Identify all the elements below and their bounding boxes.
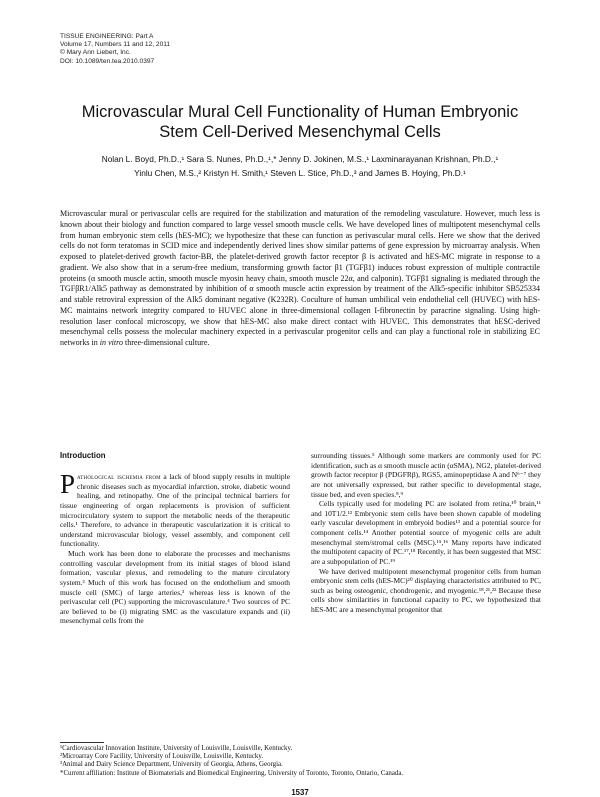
intro-p1-text: a lack of blood supply results in multiple chronic diseases such as myocardial infarction, stroke, diabetic wound healing, and retinopathy. One of the principal technical barriers for tissue engineering of organ replacements is provision of sufficient microcirculatory system to support the metabolic needs of the therapeutic cells.¹ Therefore, to advance in therapeutic vascularization it is critical to understand microvascular biology, vessel assembly, and component cell functionality.	[60, 472, 291, 549]
abstract-text-2: three-dimensional culture.	[122, 338, 210, 347]
title-line-2: Stem Cell-Derived Mesenchymal Cells	[159, 123, 441, 141]
journal-copyright: © Mary Ann Liebert, Inc.	[60, 49, 131, 57]
footnote-2: ²Microarray Core Facility, University of Louisville, Louisville, Kentucky.	[60, 753, 264, 761]
authors-line-2: Yinlu Chen, M.S.,² Kristyn H. Smith,¹ Steven L. Stice, Ph.D.,³ and James B. Hoying, Ph.D.¹	[134, 167, 466, 178]
author-list	[60, 153, 540, 180]
journal-name: TISSUE ENGINEERING: Part A	[60, 33, 154, 40]
intro-paragraph-3: surrounding tissues.⁵ Although some markers are commonly used for PC identification, such as α smooth muscle actin (αSMA), NG2, platelet-derived growth factor receptor β (PDGFRβ), RGS5, aminopeptidase A and N⁶⁻⁷ they are not universally expressed, but rather specific to developmental stage, tissue bed, and even species.⁸,⁹	[311, 451, 541, 499]
footnotes	[60, 745, 540, 778]
abstract-italic-term: in vitro	[99, 338, 123, 347]
abstract-text-1: Microvascular mural or perivascular cells are required for the stabilization and maturation of the remodeling vasculature. However, much less is known about their biology and function compared to large vessel smooth muscle cells. We have developed lines of multipotent mesenchymal cells from human embryonic stem cells (hES-MC); we hypothesize that these can function as perivascular mural cells. Here we show that the derived cells do not form teratomas in SCID mice and independently derived lines show similar patterns of gene expression by microarray analysis. When exposed to platelet-derived growth factor-BB, the platelet-derived growth factor receptor β is activated and hES-MC migrate in response to a gradient. We also show that in a serum-free medium, transforming growth factor β1 (TGFβ1) induces robust expression of multiple contractile proteins (α smooth muscle actin, smooth muscle myosin heavy chain, smooth muscle 22α, and calponin). TGFβ1 signaling is mediated through the TGFβR1/Alk5 pathway as demonstrated by inhibition of α smooth muscle actin expression by treatment of the Alk5-specific inhibitor SB525334 and stable retroviral expression of the Alk5 dominant negative (K232R). Coculture of human umbilical vein endothelial cell (HUVEC) with hES-MC maintains network integrity compared to HUVEC alone in three-dimensional collagen I-fibronectin by paracrine signaling. Using high-resolution laser confocal microscopy, we show that hES-MC also make direct contact with HUVEC. This demonstrates that hESC-derived mesenchymal cells possess the molecular machinery expected in a perivascular progenitor cells and can play a functional role in stabilizing EC networks in	[60, 209, 540, 347]
intro-paragraph-1	[60, 469, 291, 549]
intro-paragraph-4: Cells typically used for modeling PC are isolated from retina,¹⁰ brain,¹¹ and 10T1/2.¹² Embryonic stem cells have been shown capable of modeling early vascular development in embryoid bodies¹³ and a potential source for component cells.¹⁴ Another potential source of myogenic cells are adult mesenchymal stem/stromal cells (MSC).¹⁵,¹⁶ Many reports have indicated the multipotent capacity of PC.¹⁷,¹⁸ Recently, it has been suggested that MSC are a subpopulation of PC.¹⁹	[311, 499, 541, 566]
left-column	[60, 451, 290, 626]
footnote-rule	[60, 742, 104, 743]
intro-paragraph-2: Much work has been done to elaborate the processes and mechanisms controlling vascular development from its initial stages of blood island formation, vascular plexus, and remodeling to the mature circulatory system.² Much of this work has focused on the endothelium and smooth muscle cell (SMC) of large arteries,³ whereas less is known of the perivascular cell (PC) supporting the microvasculature.⁴ Two sources of PC are believed to be (i) migrating SMC as the vasculature expands and (ii) mesenchymal cells from the	[60, 549, 290, 626]
journal-volume: Volume 17, Numbers 11 and 12, 2011	[60, 41, 171, 49]
journal-header	[60, 33, 360, 66]
intro-smallcaps: athological ischemia from	[77, 472, 161, 481]
authors-line-1: Nolan L. Boyd, Ph.D.,¹ Sara S. Nunes, Ph.D.,¹,* Jenny D. Jokinen, M.S.,¹ Laxminarayanan Krishnan, Ph.D.,¹	[101, 154, 499, 164]
right-column	[311, 451, 541, 615]
footnote-4: *Current affiliation: Institute of Biomaterials and Biomedical Engineering, University of Toronto, Toronto, Ontario, Canada.	[60, 769, 404, 777]
drop-cap: P	[60, 469, 76, 499]
footnote-3: ³Animal and Dairy Science Department, University of Georgia, Athens, Georgia.	[60, 761, 283, 769]
journal-doi: DOI: 10.1089/ten.tea.2010.0397	[60, 57, 155, 65]
page-number: 1537	[291, 788, 309, 797]
abstract	[60, 209, 540, 349]
intro-heading: Introduction	[60, 451, 106, 460]
intro-paragraph-5: We have derived multipotent mesenchymal progenitor cells from human embryonic stem cells (hES-MC)²⁰ displaying characteristics attributed to PC, such as being osteogenic, chondrogenic, and myogenic.¹⁸,²¹,²² Because these cells show similarities in functional capacity to PC, we hypothesized that hES-MC are a mesenchymal progenitor that	[311, 566, 541, 614]
title-line-1: Microvascular Mural Cell Functionality of Human Embryonic	[81, 103, 519, 121]
article-title	[40, 102, 560, 142]
footnote-1: ¹Cardiovascular Innovation Institute, University of Louisville, Louisville, Kentucky.	[60, 745, 293, 752]
